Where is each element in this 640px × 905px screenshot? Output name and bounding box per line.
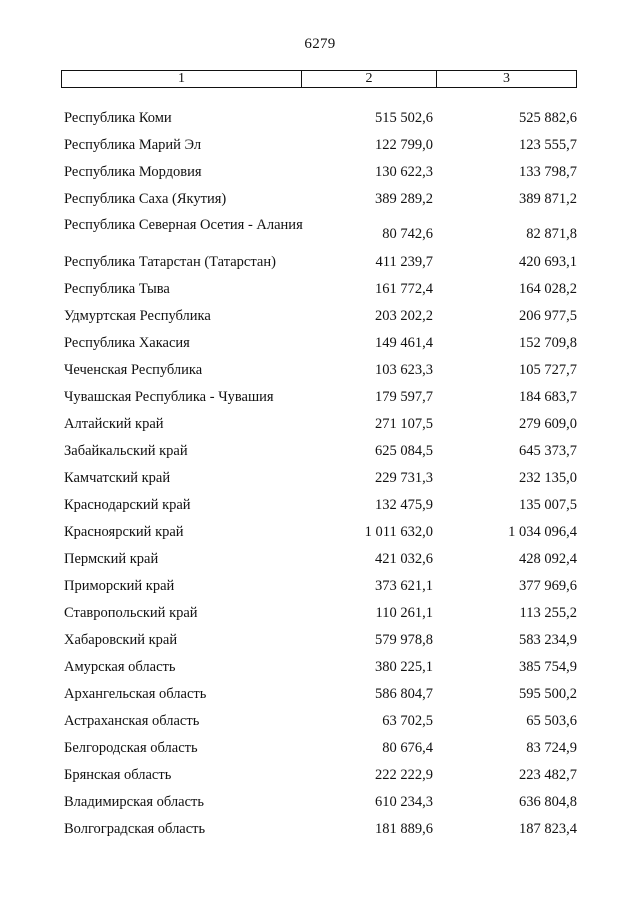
value-col-2: 1 011 632,0 — [364, 524, 433, 540]
region-name: Пермский край — [64, 551, 159, 567]
table-row — [0, 545, 640, 572]
value-col-3: 152 709,8 — [519, 335, 577, 351]
value-col-2: 610 234,3 — [375, 794, 433, 810]
value-col-2: 110 261,1 — [375, 605, 433, 621]
region-name: Удмуртская Республика — [64, 308, 211, 324]
value-col-2: 380 225,1 — [375, 659, 433, 675]
value-col-3: 1 034 096,4 — [508, 524, 577, 540]
value-col-3: 184 683,7 — [519, 389, 577, 405]
table-header — [61, 70, 577, 88]
value-col-3: 82 871,8 — [526, 226, 577, 242]
value-col-2: 80 676,4 — [382, 740, 433, 756]
value-col-3: 385 754,9 — [519, 659, 577, 675]
table-row — [0, 761, 640, 788]
value-col-2: 181 889,6 — [375, 821, 433, 837]
table-row — [0, 734, 640, 761]
value-col-3: 636 804,8 — [519, 794, 577, 810]
region-name: Брянская область — [64, 767, 172, 783]
table-row — [0, 599, 640, 626]
table-row — [0, 626, 640, 653]
region-name: Чеченская Республика — [64, 362, 203, 378]
table-row — [0, 437, 640, 464]
region-name: Республика Хакасия — [64, 335, 190, 351]
region-name: Краснодарский край — [64, 497, 191, 513]
table-row — [0, 410, 640, 437]
value-col-3: 232 135,0 — [519, 470, 577, 486]
region-name: Приморский край — [64, 578, 175, 594]
table-row — [0, 815, 640, 842]
table-row — [0, 680, 640, 707]
value-col-3: 525 882,6 — [519, 110, 577, 126]
value-col-3: 113 255,2 — [519, 605, 577, 621]
value-col-3: 377 969,6 — [519, 578, 577, 594]
table-row — [0, 302, 640, 329]
value-col-2: 579 978,8 — [375, 632, 433, 648]
value-col-2: 149 461,4 — [375, 335, 433, 351]
table-row — [0, 464, 640, 491]
value-col-3: 187 823,4 — [519, 821, 577, 837]
table-row — [0, 383, 640, 410]
value-col-2: 63 702,5 — [382, 713, 433, 729]
table-row — [0, 131, 640, 158]
value-col-2: 586 804,7 — [375, 686, 433, 702]
table-row — [0, 356, 640, 383]
table-row — [0, 788, 640, 815]
value-col-3: 164 028,2 — [519, 281, 577, 297]
region-name: Амурская область — [64, 659, 176, 675]
value-col-2: 625 084,5 — [375, 443, 433, 459]
value-col-2: 222 222,9 — [375, 767, 433, 783]
value-col-3: 595 500,2 — [519, 686, 577, 702]
table-row — [0, 518, 640, 545]
table-row — [0, 104, 640, 131]
table-row — [0, 329, 640, 356]
value-col-2: 271 107,5 — [375, 416, 433, 432]
value-col-2: 132 475,9 — [375, 497, 433, 513]
table-body — [0, 104, 640, 842]
region-name: Чувашская Республика - Чувашия — [64, 389, 274, 405]
value-col-2: 130 622,3 — [375, 164, 433, 180]
header-col-3: 3 — [503, 71, 510, 86]
region-name: Республика Коми — [64, 110, 172, 126]
value-col-3: 83 724,9 — [526, 740, 577, 756]
table-row — [0, 212, 640, 248]
value-col-3: 133 798,7 — [519, 164, 577, 180]
value-col-3: 206 977,5 — [519, 308, 577, 324]
value-col-2: 421 032,6 — [375, 551, 433, 567]
value-col-3: 223 482,7 — [519, 767, 577, 783]
region-name: Республика Марий Эл — [64, 137, 202, 153]
table-row — [0, 491, 640, 518]
value-col-3: 105 727,7 — [519, 362, 577, 378]
table-row — [0, 707, 640, 734]
region-name: Республика Татарстан (Татарстан) — [64, 254, 276, 270]
table-row — [0, 572, 640, 599]
region-name: Астраханская область — [64, 713, 200, 729]
region-name: Забайкальский край — [64, 443, 188, 459]
region-name: Белгородская область — [64, 740, 198, 756]
value-col-2: 411 239,7 — [375, 254, 433, 270]
region-name: Архангельская область — [64, 686, 207, 702]
value-col-2: 179 597,7 — [375, 389, 433, 405]
region-name: Алтайский край — [64, 416, 164, 432]
region-name: Волгоградская область — [64, 821, 206, 837]
region-name: Республика Тыва — [64, 281, 170, 297]
value-col-2: 80 742,6 — [382, 226, 433, 242]
value-col-2: 103 623,3 — [375, 362, 433, 378]
value-col-3: 428 092,4 — [519, 551, 577, 567]
region-name: Владимирская область — [64, 794, 204, 810]
value-col-2: 203 202,2 — [375, 308, 433, 324]
table-row — [0, 653, 640, 680]
region-name: Хабаровский край — [64, 632, 178, 648]
value-col-2: 515 502,6 — [375, 110, 433, 126]
value-col-2: 161 772,4 — [375, 281, 433, 297]
table-row — [0, 275, 640, 302]
value-col-3: 279 609,0 — [519, 416, 577, 432]
value-col-3: 645 373,7 — [519, 443, 577, 459]
value-col-3: 65 503,6 — [526, 713, 577, 729]
region-name: Красноярский край — [64, 524, 184, 540]
region-name: Республика Северная Осетия - Алания — [64, 217, 303, 233]
value-col-2: 373 621,1 — [375, 578, 433, 594]
value-col-3: 389 871,2 — [519, 191, 577, 207]
value-col-3: 123 555,7 — [519, 137, 577, 153]
header-col-1: 1 — [62, 71, 302, 87]
value-col-2: 229 731,3 — [375, 470, 433, 486]
header-col-2: 2 — [302, 71, 437, 87]
value-col-3: 583 234,9 — [519, 632, 577, 648]
region-name: Республика Саха (Якутия) — [64, 191, 227, 207]
region-name: Республика Мордовия — [64, 164, 202, 180]
region-name: Камчатский край — [64, 470, 171, 486]
value-col-3: 420 693,1 — [519, 254, 577, 270]
table-row — [0, 158, 640, 185]
value-col-2: 389 289,2 — [375, 191, 433, 207]
table-row — [0, 185, 640, 212]
value-col-2: 122 799,0 — [375, 137, 433, 153]
region-name: Ставропольский край — [64, 605, 198, 621]
value-col-3: 135 007,5 — [519, 497, 577, 513]
page-number: 6279 — [304, 36, 336, 52]
table-row — [0, 248, 640, 275]
